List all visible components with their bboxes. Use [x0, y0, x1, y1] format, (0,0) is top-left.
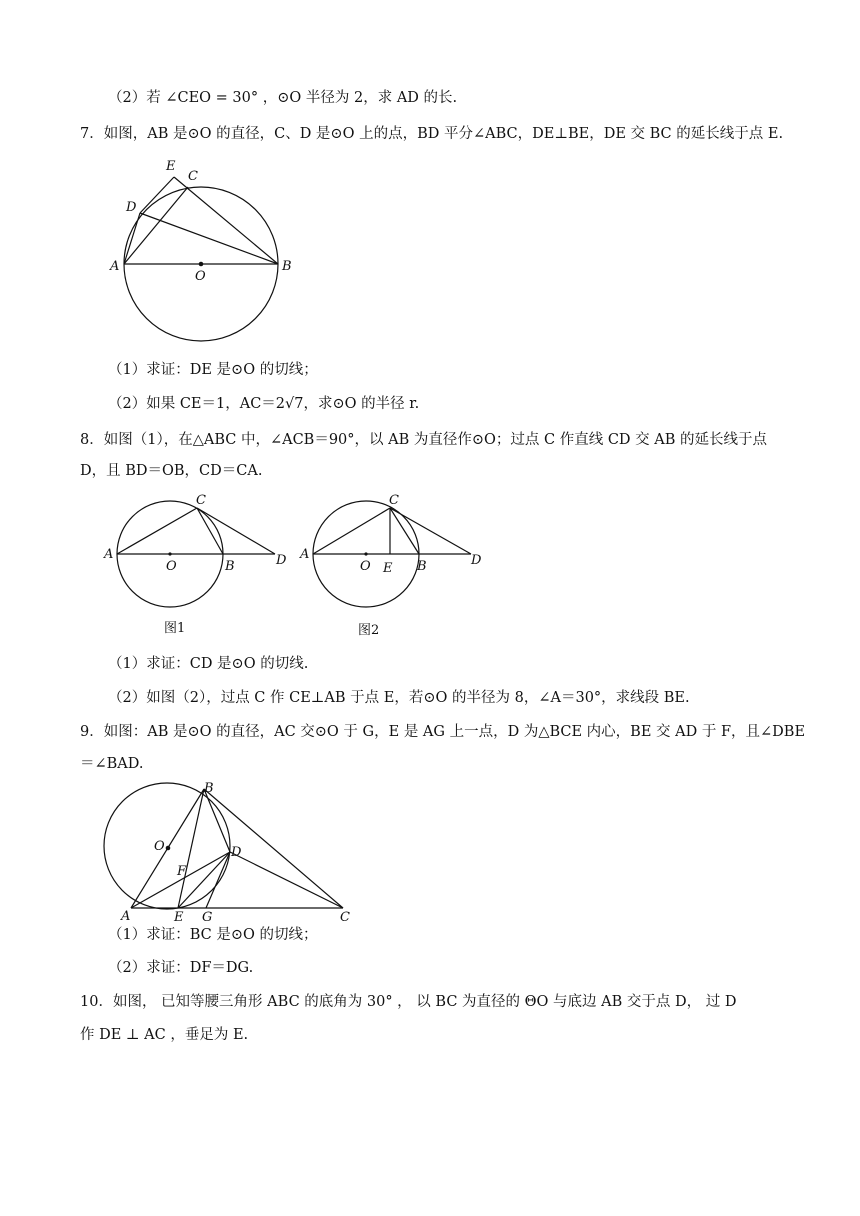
q7-line-EB	[174, 177, 278, 264]
q8f1-line-CB	[197, 508, 223, 554]
q8f1-line-AC	[117, 508, 197, 554]
q8f1-label-O: O	[166, 559, 177, 574]
q9-label-D: D	[231, 845, 242, 860]
q8f2-label-E: E	[383, 561, 393, 576]
q8f1-label-B: B	[225, 559, 235, 574]
q8f2-label-D: D	[471, 553, 482, 568]
q9-label-A: A	[121, 909, 131, 924]
q9-center-dot	[166, 846, 171, 851]
q9-label-F: F	[177, 864, 187, 879]
q7-label-O: O	[195, 269, 206, 284]
q9-line-BE	[178, 789, 204, 908]
q8-part1: （1）求证：CD 是⊙O 的切线.	[108, 656, 309, 672]
q7-line-AC	[124, 187, 188, 264]
q8-stem-line2: D，且 BD＝OB，CD＝CA.	[80, 463, 263, 479]
q6-part2: （2）若 ∠CEO = 30° ，⊙O 半径为 2，求 AD 的长.	[108, 90, 458, 106]
q8f1-label-D: D	[276, 553, 287, 568]
q7-label-E: E	[166, 159, 176, 174]
q10-stem-line2: 作 DE ⊥ AC ，垂足为 E.	[80, 1027, 249, 1043]
q7-label-B: B	[282, 259, 292, 274]
q8f2-line-CB	[390, 508, 419, 554]
q7-label-A: A	[110, 259, 120, 274]
q9-part2: （2）求证：DF＝DG.	[108, 960, 254, 976]
q8f1-label-C: C	[196, 493, 206, 508]
q9-part1: （1）求证：BC 是⊙O 的切线；	[108, 927, 318, 943]
q9-stem-line2: ＝∠BAD.	[80, 756, 144, 772]
q7-center-dot	[199, 262, 204, 267]
q8f2-center-dot	[364, 552, 367, 555]
q8f1-center-dot	[168, 552, 171, 555]
q7-label-C: C	[188, 169, 198, 184]
q8f2-label-B: B	[417, 559, 427, 574]
q8-stem-line1: 8．如图（1），在△ABC 中，∠ACB＝90°，以 AB 为直径作⊙O；过点 C 作直线 CD 交 AB 的延长线于点	[80, 432, 767, 448]
q9-label-C: C	[340, 910, 350, 925]
q9-stem-line1: 9．如图：AB 是⊙O 的直径，AC 交⊙O 于 G，E 是 AG 上一点，D 为△BCE 内心，BE 交 AD 于 F，且∠DBE	[80, 724, 806, 740]
q8f1-label-A: A	[104, 547, 114, 562]
q9-label-E: E	[174, 910, 184, 925]
q7-stem: 7．如图，AB 是⊙O 的直径，C、D 是⊙O 上的点，BD 平分∠ABC，DE⊥BE，DE 交 BC 的延长线于点 E.	[80, 126, 784, 142]
q10-stem-line1: 10．如图， 已知等腰三角形 ABC 的底角为 30° ， 以 BC 为直径的 ΘO 与底边 AB 交于点 D， 过 D	[80, 994, 737, 1010]
q9-line-AD	[131, 852, 230, 908]
q9-line-BC	[204, 789, 343, 908]
q9-label-G: G	[202, 910, 213, 925]
q9-label-B: B	[204, 781, 214, 796]
q8-part2: （2）如图（2），过点 C 作 CE⊥AB 于点 E，若⊙O 的半径为 8，∠A＝30°，求线段 BE.	[108, 690, 690, 706]
q9-label-O: O	[154, 839, 165, 854]
q8f1-caption: 图1	[164, 621, 186, 636]
q7-part1: （1）求证：DE 是⊙O 的切线；	[108, 362, 318, 378]
q9-line-DE	[178, 852, 230, 908]
q9-line-BD	[204, 789, 230, 852]
q8f2-label-C: C	[389, 493, 399, 508]
q8f1-line-CD	[197, 508, 275, 554]
q8f2-label-O: O	[360, 559, 371, 574]
q8f2-label-A: A	[300, 547, 310, 562]
q7-part2: （2）如果 CE＝1，AC＝2√7，求⊙O 的半径 r.	[108, 396, 420, 412]
q8-figure-2	[296, 492, 496, 642]
q9-figure	[100, 778, 360, 923]
q8f2-line-CD	[390, 508, 471, 554]
q7-figure	[100, 150, 320, 350]
q8f2-caption: 图2	[358, 623, 380, 638]
q9-line-DG	[206, 852, 230, 908]
q7-line-AD	[124, 213, 140, 264]
q7-label-D: D	[126, 200, 137, 215]
q8-figure-1	[100, 492, 300, 642]
q7-line-DE	[140, 177, 174, 213]
q7-line-DB	[140, 213, 278, 264]
q8f2-line-AC	[313, 508, 390, 554]
